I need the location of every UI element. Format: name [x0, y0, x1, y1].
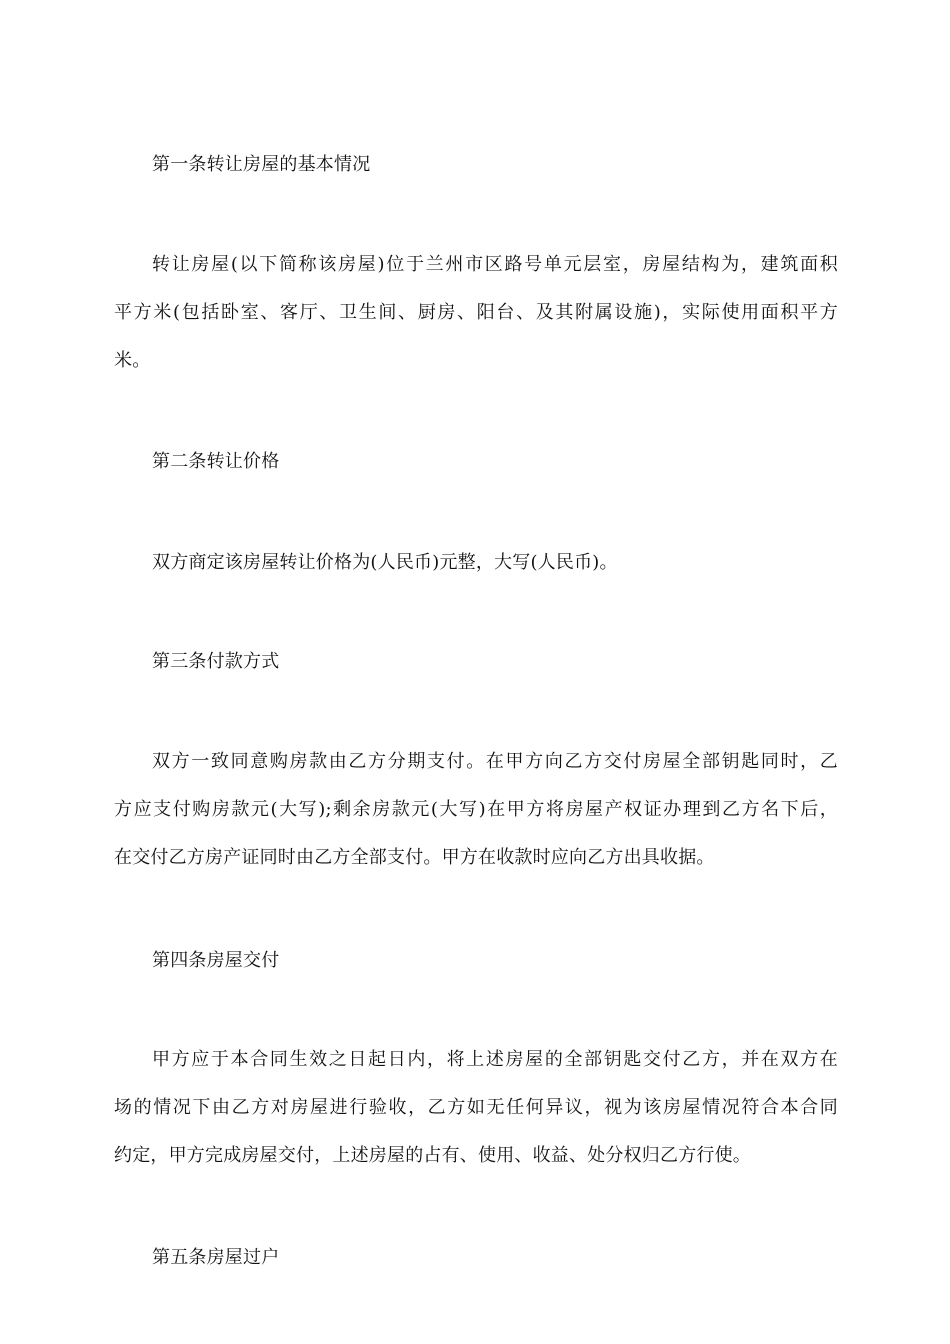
section-2-heading: 第二条转让价格	[152, 451, 280, 472]
section-1-heading: 第一条转让房屋的基本情况	[152, 154, 371, 175]
section-1-line-3: 米。	[114, 350, 151, 371]
section-4-heading: 第四条房屋交付	[152, 950, 280, 971]
section-2-paragraph	[114, 539, 838, 587]
section-3-line-1: 双方一致同意购房款由乙方分期支付。在甲方向乙方交付房屋全部钥匙同时，乙	[152, 751, 838, 772]
section-1-line-1: 转让房屋(以下简称该房屋)位于兰州市区路号单元层室，房屋结构为，建筑面积	[152, 254, 838, 275]
section-2-line-1: 双方商定该房屋转让价格为(人民币)元整，大写(人民币)。	[152, 552, 618, 573]
section-4-line-1: 甲方应于本合同生效之日起日内，将上述房屋的全部钥匙交付乙方，并在双方在	[152, 1049, 838, 1070]
section-1-line-2: 平方米(包括卧室、客厅、卫生间、厨房、阳台、及其附属设施)，实际使用面积平方	[114, 302, 838, 323]
section-4-paragraph	[114, 1036, 838, 1180]
section-3-heading: 第三条付款方式	[152, 651, 280, 672]
section-1-paragraph	[114, 241, 838, 385]
section-4-line-3: 约定，甲方完成房屋交付，上述房屋的占有、使用、收益、处分权归乙方行使。	[114, 1145, 751, 1166]
section-3-paragraph	[114, 738, 838, 882]
section-3-line-3: 在交付乙方房产证同时由乙方全部支付。甲方在收款时应向乙方出具收据。	[114, 847, 715, 868]
section-4-line-2: 场的情况下由乙方对房屋进行验收，乙方如无任何异议，视为该房屋情况符合本合同	[114, 1097, 838, 1118]
section-5-heading: 第五条房屋过户	[152, 1247, 280, 1268]
section-3-line-2: 方应支付购房款元(大写);剩余房款元(大写)在甲方将房屋产权证办理到乙方名下后，	[114, 799, 838, 820]
